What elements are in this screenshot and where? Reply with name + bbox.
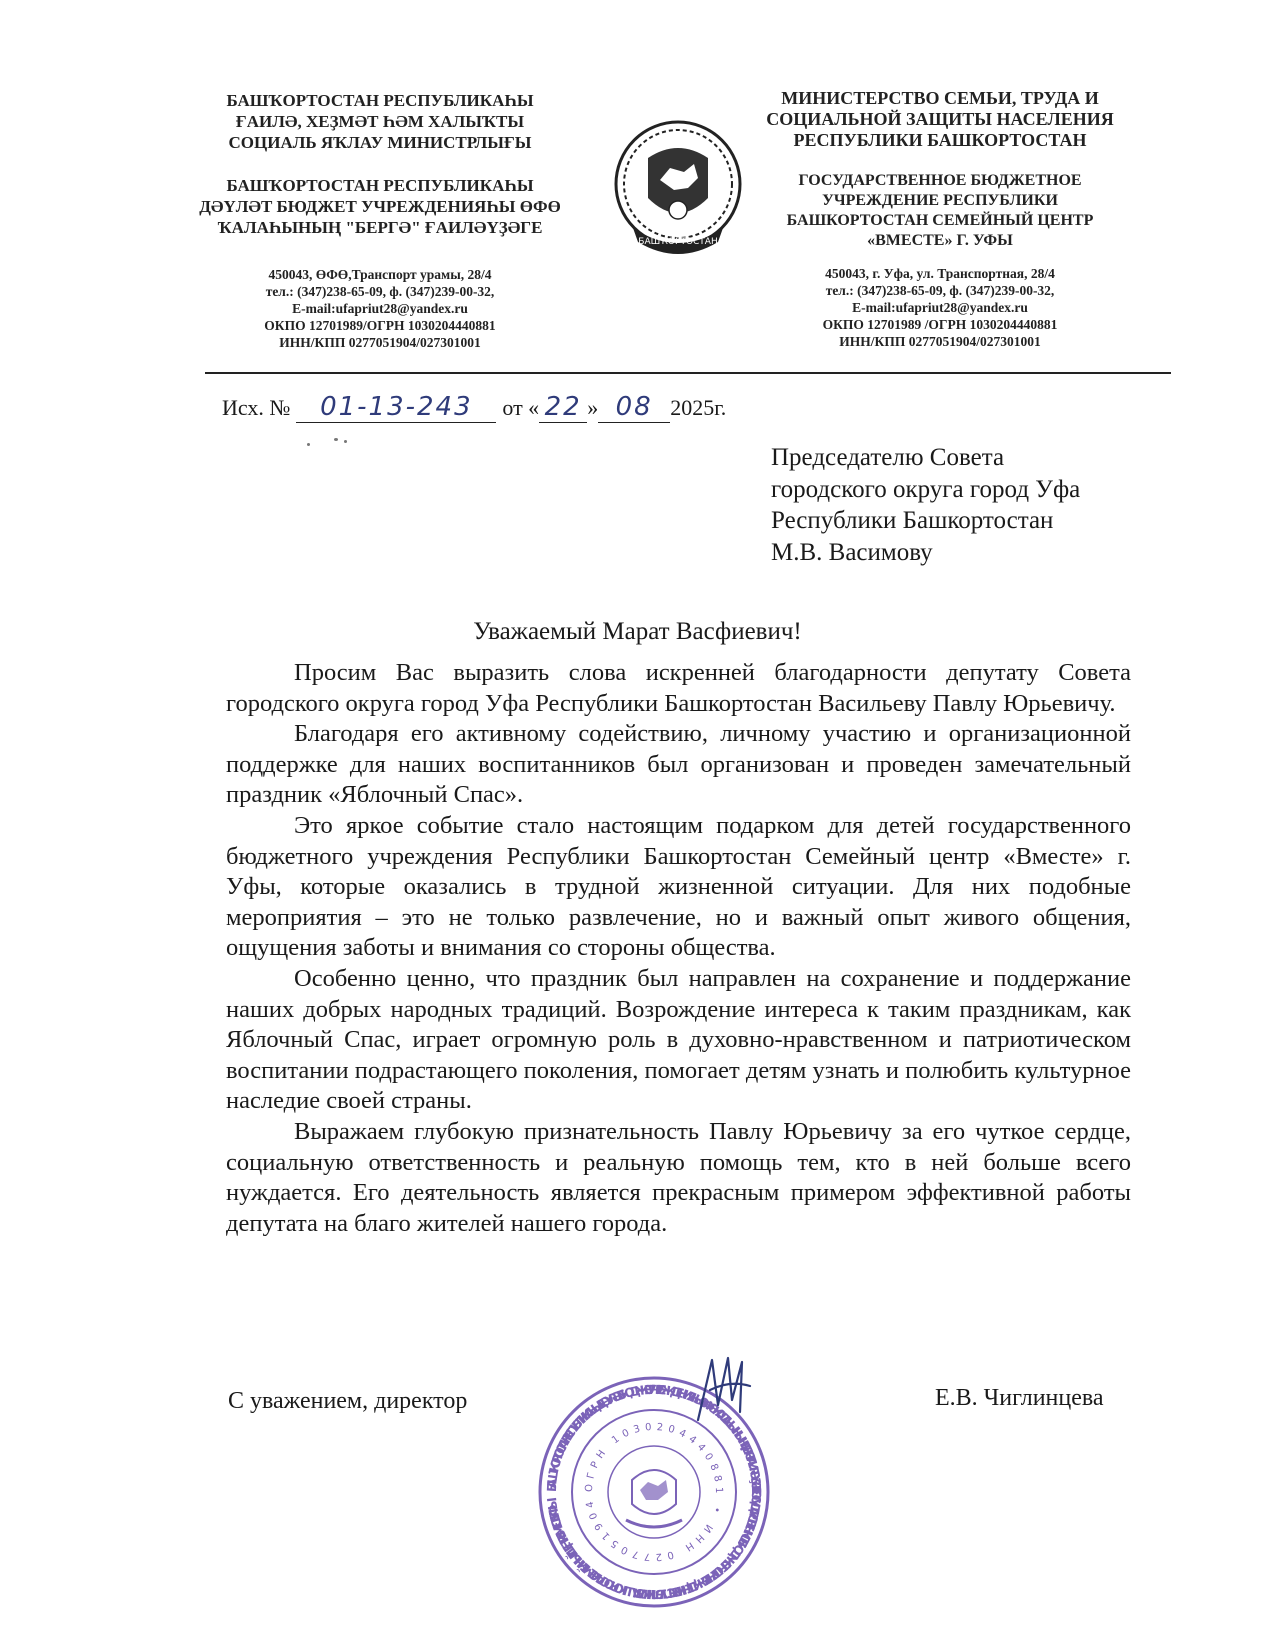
- left-contact-line: E-mail:ufapriut28@yandex.ru: [292, 301, 468, 316]
- ref-number: 01-13-243: [320, 392, 473, 422]
- addressee-line: Председателю Совета: [771, 444, 1005, 471]
- ref-from-label: от «: [502, 395, 540, 420]
- stamp-inner-ring: ОГРН 1030204440881 • ИНН 0277051904: [583, 1421, 725, 1563]
- signer-name: Е.В. Чиглинцева: [935, 1385, 1104, 1411]
- left-ministry-line: БАШҠОРТОСТАН РЕСПУБЛИКАҺЫ: [226, 91, 534, 110]
- left-institution-line: БАШҠОРТОСТАН РЕСПУБЛИКАҺЫ: [226, 176, 534, 195]
- addressee-line: Республики Башкортостан: [771, 507, 1054, 534]
- ref-day-blank: [539, 392, 587, 423]
- right-ministry-line: МИНИСТЕРСТВО СЕМЬИ, ТРУДА И: [781, 88, 1099, 108]
- header-left: [190, 90, 570, 351]
- ref-month: 08: [615, 392, 653, 422]
- outgoing-reference: [222, 392, 726, 423]
- handwritten-signature-icon: [690, 1350, 760, 1430]
- right-ministry-line: РЕСПУБЛИКИ БАШКОРТОСТАН: [793, 130, 1087, 150]
- left-contact-line: 450043, ӨФӨ,Транспорт урамы, 28/4: [268, 267, 492, 282]
- body-paragraph: Просим Вас выразить слова искренней благодарности депутату Совета городского округа город Уфа Республики Башкортостан Васильеву Павлу Юрьевичу.: [226, 659, 1131, 717]
- body-paragraph: Благодаря его активному содействию, личному участию и организационной поддержке для наших воспитанников был организован и проведен замечательный праздник «Яблочный Спас».: [226, 720, 1131, 809]
- left-contact-line: тел.: (347)238-65-09, ф. (347)239-00-32,: [265, 284, 495, 299]
- right-institution-line: «ВМЕСТЕ» Г. УФЫ: [867, 232, 1013, 249]
- emblem-ribbon-text: БАШҠОРТОСТАН: [638, 237, 718, 247]
- right-institution-line: БАШКОРТОСТАН СЕМЕЙНЫЙ ЦЕНТР: [786, 212, 1094, 229]
- right-contact-line: ОКПО 12701989 /ОГРН 1030204440881: [822, 317, 1058, 332]
- right-contact-line: тел.: (347)238-65-09, ф. (347)239-00-32,: [825, 283, 1055, 298]
- ref-day: 22: [544, 392, 582, 422]
- left-contact-line: ОКПО 12701989/ОГРН 1030204440881: [264, 318, 496, 333]
- ref-year: 2025г.: [670, 395, 727, 420]
- body-paragraph: Это яркое событие стало настоящим подарком для детей государственного бюджетного учреждения Республики Башкортостан Семейный центр «Вместе» г. Уфы, которые оказались в трудной жизненной ситуации. Для них подобные мероприятия – это не только развлечение, но и важный опыт живого общения, ощущения заботы и внимания со стороны общества.: [226, 811, 1131, 962]
- ref-number-blank: [296, 392, 496, 423]
- left-institution-line: ҠАЛАҺЫНЫҢ "БЕРГӘ" ҒАИЛӘҮҘӘГЕ: [217, 218, 543, 237]
- ref-month-blank: [598, 392, 670, 423]
- left-ministry-line: СОЦИАЛЬ ЯҠЛАУ МИНИСТРЛЫҒЫ: [228, 133, 532, 152]
- addressee-line: М.В. Васимову: [771, 538, 933, 566]
- body-paragraph: Особенно ценно, что праздник был направлен на сохранение и поддержание наших добрых народных традиций. Возрождение интереса к таким праздникам, как Яблочный Спас, играет огромную роль в духовно-нравственном и патриотическом воспитании подрастающего поколения, помогает детям узнать и полюбить культурное наследие своей страны.: [226, 964, 1131, 1115]
- body-paragraph: Выражаем глубокую признательность Павлу Юрьевичу за его чуткое сердце, социальную ответственность и реальную помощь тем, кто в ней больше всего нуждается. Его деятельность является прекрасным примером эффективной работы депутата на благо жителей нашего города.: [226, 1117, 1131, 1237]
- stamp-outer-ring: БАШҠОРТОСТАН РЕСПУБЛИКАҺЫ ДӘҮЛӘТ БЮДЖЕТ УЧРЕЖДЕНИЯҺЫ ӨФӨ ҠАЛАҺЫНЫҢ "БЕРГӘ" ҒАИЛӘҮҘӘГЕ • ГОСУДАРСТВЕННОЕ БЮДЖЕТНОЕ УЧРЕЖДЕНИЕ РЕСПУБЛИКИ БАШКОРТОСТАН СЕМЕЙНЫЙ ЦЕНТР «ВМЕСТЕ» Г. УФЫ: [543, 1381, 765, 1603]
- closing-phrase: С уважением, директор: [228, 1388, 468, 1414]
- right-contact-line: E-mail:ufapriut28@yandex.ru: [852, 300, 1028, 315]
- right-contact-line: 450043, г. Уфа, ул. Транспортная, 28/4: [825, 266, 1055, 281]
- header-right: [745, 88, 1135, 350]
- addressee-line: городского округа город Уфа: [771, 475, 1081, 503]
- header-divider: [205, 372, 1171, 374]
- right-institution-line: УЧРЕЖДЕНИЕ РЕСПУБЛИКИ: [822, 192, 1058, 209]
- left-ministry-line: ҒАИЛӘ, ХЕҘМӘТ ҺӘМ ХАЛЫҠТЫ: [235, 112, 525, 131]
- addressee-block: [771, 442, 1080, 568]
- right-ministry-line: СОЦИАЛЬНОЙ ЗАЩИТЫ НАСЕЛЕНИЯ: [766, 109, 1114, 129]
- greeting: Уважаемый Марат Васфиевич!: [473, 618, 802, 645]
- ref-prefix: Исх. №: [222, 395, 291, 420]
- letter-body: [226, 658, 1131, 1239]
- right-institution-line: ГОСУДАРСТВЕННОЕ БЮДЖЕТНОЕ: [798, 172, 1082, 189]
- ref-quote-close: »: [587, 395, 599, 420]
- coat-of-arms-icon: [608, 118, 748, 268]
- right-contact-line: ИНН/КПП 0277051904/027301001: [839, 334, 1041, 349]
- left-contact-line: ИНН/КПП 0277051904/027301001: [279, 335, 481, 350]
- left-institution-line: ДӘҮЛӘТ БЮДЖЕТ УЧРЕЖДЕНИЯҺЫ ӨФӨ: [199, 197, 561, 216]
